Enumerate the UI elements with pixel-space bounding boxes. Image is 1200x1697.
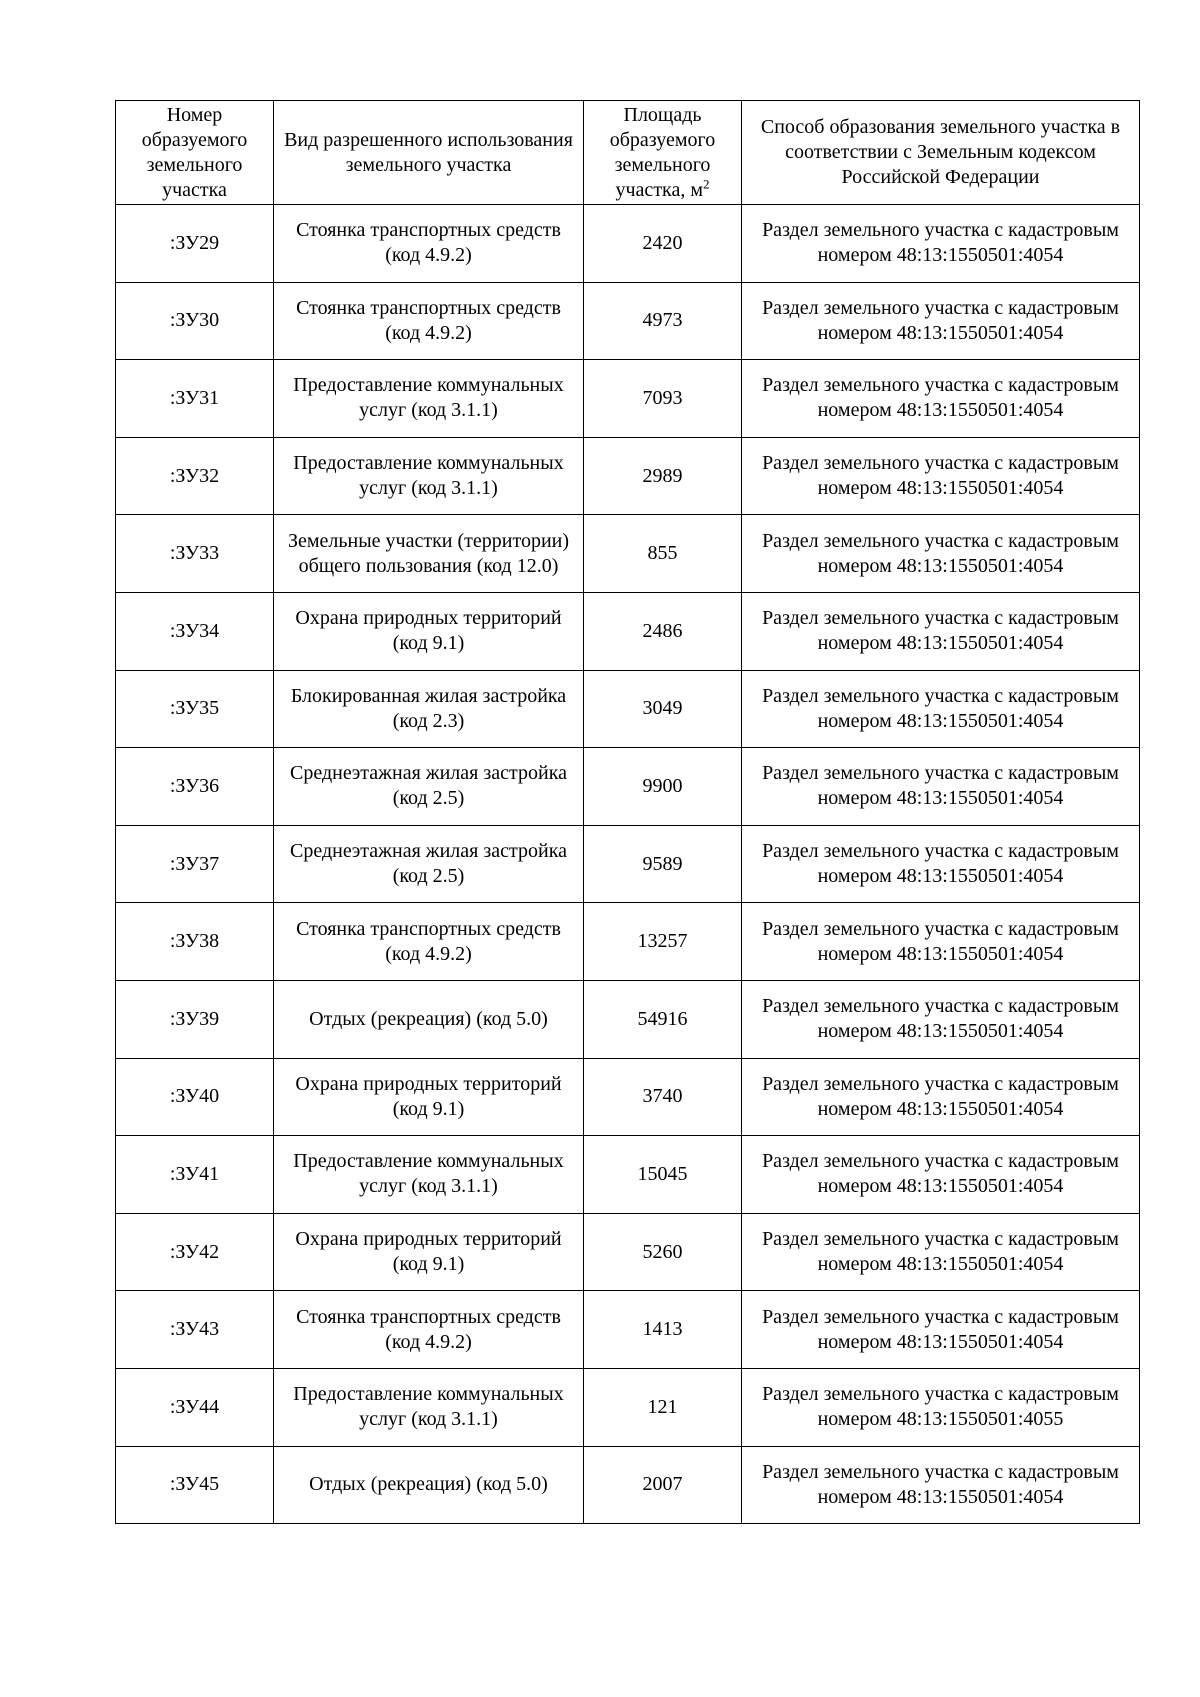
- cell-area: 54916: [584, 980, 742, 1058]
- cell-formation-method: Раздел земельного участка с кадастровым номером 48:13:1550501:4054: [742, 1446, 1140, 1524]
- cell-formation-method: Раздел земельного участка с кадастровым номером 48:13:1550501:4054: [742, 1136, 1140, 1214]
- cell-permitted-use: Стоянка транспортных средств (код 4.9.2): [274, 205, 584, 283]
- cell-area: 3740: [584, 1058, 742, 1136]
- cell-area: 9589: [584, 825, 742, 903]
- table-row: [116, 1213, 1140, 1291]
- table-row: [116, 1446, 1140, 1524]
- table-row: [116, 1291, 1140, 1369]
- cell-formation-method: Раздел земельного участка с кадастровым номером 48:13:1550501:4055: [742, 1368, 1140, 1446]
- cell-formation-method: Раздел земельного участка с кадастровым номером 48:13:1550501:4054: [742, 282, 1140, 360]
- cell-area: 4973: [584, 282, 742, 360]
- table-row: [116, 1136, 1140, 1214]
- cell-plot-number: :ЗУ34: [116, 592, 274, 670]
- cell-area: 13257: [584, 903, 742, 981]
- table-row: [116, 748, 1140, 826]
- cell-permitted-use: Предоставление коммунальных услуг (код 3.1.1): [274, 1368, 584, 1446]
- cell-area: 7093: [584, 360, 742, 438]
- cell-plot-number: :ЗУ37: [116, 825, 274, 903]
- table-row: [116, 437, 1140, 515]
- cell-area: 121: [584, 1368, 742, 1446]
- cell-permitted-use: Отдых (рекреация) (код 5.0): [274, 980, 584, 1058]
- cell-formation-method: Раздел земельного участка с кадастровым номером 48:13:1550501:4054: [742, 1213, 1140, 1291]
- cell-permitted-use: Охрана природных территорий (код 9.1): [274, 1213, 584, 1291]
- cell-permitted-use: Стоянка транспортных средств (код 4.9.2): [274, 903, 584, 981]
- cell-formation-method: Раздел земельного участка с кадастровым номером 48:13:1550501:4054: [742, 1291, 1140, 1369]
- cell-plot-number: :ЗУ31: [116, 360, 274, 438]
- cell-formation-method: Раздел земельного участка с кадастровым номером 48:13:1550501:4054: [742, 980, 1140, 1058]
- table-row: [116, 592, 1140, 670]
- cell-plot-number: :ЗУ35: [116, 670, 274, 748]
- cell-permitted-use: Среднеэтажная жилая застройка (код 2.5): [274, 748, 584, 826]
- table-row: [116, 1368, 1140, 1446]
- table-row: [116, 1058, 1140, 1136]
- header-permitted-use: Вид разрешенного использования земельного участка: [274, 101, 584, 205]
- cell-formation-method: Раздел земельного участка с кадастровым номером 48:13:1550501:4054: [742, 825, 1140, 903]
- header-formation-method: Способ образования земельного участка в соответствии с Земельным кодексом Российской Федерации: [742, 101, 1140, 205]
- table-row: [116, 980, 1140, 1058]
- cell-plot-number: :ЗУ36: [116, 748, 274, 826]
- header-area: [584, 101, 742, 205]
- cell-permitted-use: Стоянка транспортных средств (код 4.9.2): [274, 1291, 584, 1369]
- header-area-text: Площадь образуемого земельного участка, м: [609, 103, 716, 201]
- cell-area: 2486: [584, 592, 742, 670]
- header-area-superscript: 2: [703, 175, 710, 191]
- cell-permitted-use: Земельные участки (территории) общего пользования (код 12.0): [274, 515, 584, 593]
- cell-plot-number: :ЗУ41: [116, 1136, 274, 1214]
- cell-plot-number: :ЗУ40: [116, 1058, 274, 1136]
- cell-permitted-use: Предоставление коммунальных услуг (код 3.1.1): [274, 1136, 584, 1214]
- cell-permitted-use: Предоставление коммунальных услуг (код 3.1.1): [274, 437, 584, 515]
- table-row: [116, 360, 1140, 438]
- cell-area: 15045: [584, 1136, 742, 1214]
- cell-formation-method: Раздел земельного участка с кадастровым номером 48:13:1550501:4054: [742, 592, 1140, 670]
- cell-area: 855: [584, 515, 742, 593]
- cell-plot-number: :ЗУ33: [116, 515, 274, 593]
- table-header: [116, 101, 1140, 205]
- table-row: [116, 903, 1140, 981]
- cell-formation-method: Раздел земельного участка с кадастровым номером 48:13:1550501:4054: [742, 748, 1140, 826]
- cell-permitted-use: Охрана природных территорий (код 9.1): [274, 1058, 584, 1136]
- header-row: [116, 101, 1140, 205]
- land-plots-table: [115, 100, 1140, 1524]
- table-body: [116, 205, 1140, 1524]
- cell-formation-method: Раздел земельного участка с кадастровым номером 48:13:1550501:4054: [742, 360, 1140, 438]
- cell-area: 2420: [584, 205, 742, 283]
- cell-area: 9900: [584, 748, 742, 826]
- cell-plot-number: :ЗУ38: [116, 903, 274, 981]
- cell-formation-method: Раздел земельного участка с кадастровым номером 48:13:1550501:4054: [742, 670, 1140, 748]
- table-row: [116, 282, 1140, 360]
- cell-area: 1413: [584, 1291, 742, 1369]
- cell-permitted-use: Предоставление коммунальных услуг (код 3.1.1): [274, 360, 584, 438]
- cell-permitted-use: Среднеэтажная жилая застройка (код 2.5): [274, 825, 584, 903]
- cell-plot-number: :ЗУ32: [116, 437, 274, 515]
- cell-plot-number: :ЗУ30: [116, 282, 274, 360]
- cell-formation-method: Раздел земельного участка с кадастровым номером 48:13:1550501:4054: [742, 205, 1140, 283]
- table-row: [116, 205, 1140, 283]
- cell-permitted-use: Охрана природных территорий (код 9.1): [274, 592, 584, 670]
- cell-formation-method: Раздел земельного участка с кадастровым номером 48:13:1550501:4054: [742, 437, 1140, 515]
- header-plot-number: Номер образуемого земельного участка: [116, 101, 274, 205]
- table-row: [116, 670, 1140, 748]
- cell-plot-number: :ЗУ43: [116, 1291, 274, 1369]
- cell-plot-number: :ЗУ44: [116, 1368, 274, 1446]
- cell-area: 2007: [584, 1446, 742, 1524]
- cell-area: 3049: [584, 670, 742, 748]
- cell-area: 5260: [584, 1213, 742, 1291]
- cell-permitted-use: Стоянка транспортных средств (код 4.9.2): [274, 282, 584, 360]
- cell-area: 2989: [584, 437, 742, 515]
- cell-plot-number: :ЗУ39: [116, 980, 274, 1058]
- cell-plot-number: :ЗУ42: [116, 1213, 274, 1291]
- cell-formation-method: Раздел земельного участка с кадастровым номером 48:13:1550501:4054: [742, 515, 1140, 593]
- cell-formation-method: Раздел земельного участка с кадастровым номером 48:13:1550501:4054: [742, 903, 1140, 981]
- cell-permitted-use: Блокированная жилая застройка (код 2.3): [274, 670, 584, 748]
- cell-plot-number: :ЗУ29: [116, 205, 274, 283]
- table-row: [116, 825, 1140, 903]
- cell-permitted-use: Отдых (рекреация) (код 5.0): [274, 1446, 584, 1524]
- table-row: [116, 515, 1140, 593]
- cell-formation-method: Раздел земельного участка с кадастровым номером 48:13:1550501:4054: [742, 1058, 1140, 1136]
- cell-plot-number: :ЗУ45: [116, 1446, 274, 1524]
